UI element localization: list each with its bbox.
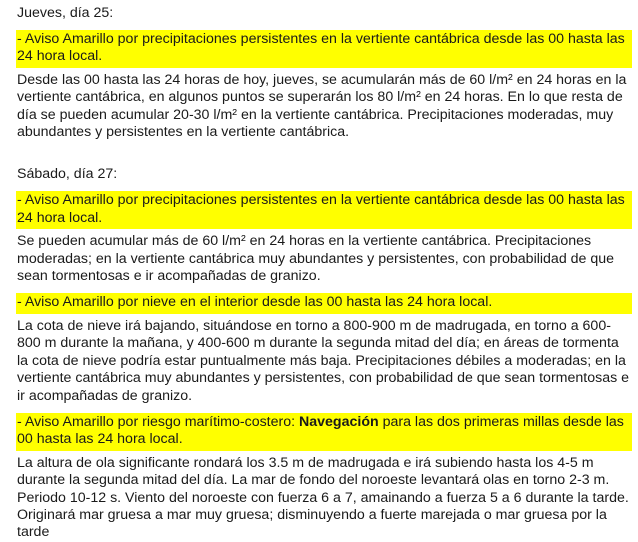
warning-coastal-navigation: Navegación (299, 413, 379, 430)
weather-warnings-document (16, 0, 632, 542)
warning-coastal-suffix: para las dos primeras millas desde las 00 hasta las 24 hora local. (17, 413, 624, 448)
warning-snow-saturday: - Aviso Amarillo por nieve en el interior desde las 00 hasta las 24 hora local. (16, 293, 632, 313)
day-heading-saturday: Sábado, día 27: (17, 166, 118, 183)
day-heading-thursday: Jueves, día 25: (17, 5, 114, 21)
warning-rain-saturday: - Aviso Amarillo por precipitaciones persistentes en la vertiente cantábrica desde las 00 hasta las 24 hora local. (16, 191, 632, 229)
section-spacer (16, 141, 632, 161)
warning-rain-thursday: - Aviso Amarillo por precipitaciones persistentes en la vertiente cantábrica desde las 00 hasta las 24 hora local. (16, 30, 632, 68)
description-rain-saturday: Se pueden acumular más de 60 l/m² en 24 horas en la vertiente cantábrica. Precipitaciones moderadas; en la vertiente cantábrica muy abundantes y persistentes, con probabilidad de que sean tormentosas e ir acompañadas de granizo. (17, 233, 615, 285)
description-snow-saturday: La cota de nieve irá bajando, situándose en torno a 800-900 m de madrugada, en torno a 600-800 m durante la mañana, y 400-600 m durante la segunda mitad del día; en áreas de tormenta la cota de nieve podría estar puntualmente más baja. Precipitaciones débiles a moderadas; en la vertiente cantábrica muy abundantes y persistentes, con probabilidad de que sean tormentosas e ir acompañadas de granizo. (17, 317, 630, 404)
warning-coastal-prefix: - Aviso Amarillo por riesgo marítimo-costero: (17, 413, 300, 430)
description-coastal-saturday: La altura de ola significante rondará los 3.5 m de madrugada e irá subiendo hasta los 4-5 m durante la segunda mitad del día. La mar de fondo del noroeste levantará olas en torno 2-3 m. Periodo 10-12 s. Viento del noroeste con fuerza 6 a 7, amainando a fuerza 5 a 6 durante la tarde. Originará mar gruesa a mar muy gruesa; disminuyendo a fuerte marejada o mar gruesa por la tarde (17, 454, 629, 541)
description-thursday: Desde las 00 hasta las 24 horas de hoy, jueves, se acumularán más de 60 l/m² en 24 horas en la vertiente cantábrica, en algunos puntos se superarán los 80 l/m² en 24 horas. En lo que resta de día se pueden acumular 20-30 l/m² en la vertiente cantábrica. Precipitaciones moderadas, muy abundantes y persistentes en la vertiente cantábrica. (17, 71, 627, 141)
warning-coastal-saturday (16, 413, 632, 451)
